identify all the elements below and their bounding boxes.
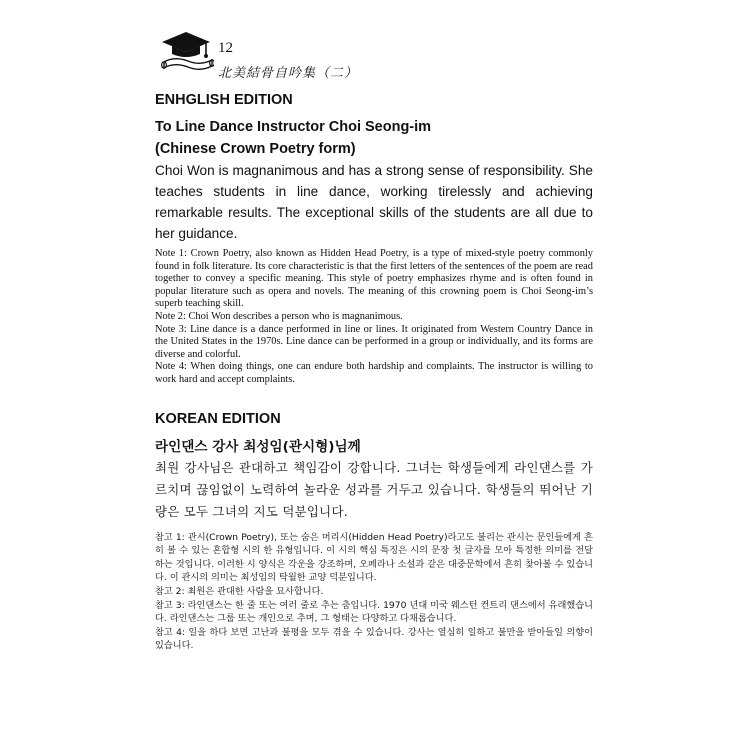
english-note-4: Note 4: When doing things, one can endure both hardship and complaints. The instructor is willing to work hard and accept complaints. bbox=[155, 361, 593, 385]
page-number: 12 bbox=[218, 40, 233, 56]
korean-note-4: 참고 4: 일을 하다 보면 고난과 불평을 모두 겪을 수 있습니다. 강사는 열심히 일하고 불만을 받아들일 의향이 있습니다. bbox=[155, 626, 593, 652]
running-title: 北美結骨自吟集（二） bbox=[218, 66, 359, 81]
page-content bbox=[155, 92, 593, 653]
english-title-line-2: (Chinese Crown Poetry form) bbox=[155, 141, 356, 157]
graduation-cap-scroll-icon bbox=[158, 28, 214, 72]
english-edition-heading: ENHGLISH EDITION bbox=[155, 92, 293, 108]
korean-note-1: 참고 1: 관시(Crown Poetry), 또는 숨은 머리시(Hidden Head Poetry)라고도 불리는 관시는 문인들에게 흔히 볼 수 있는 혼합형 시의 한 유형입니다. 이 시의 핵심 특징은 시의 문장 첫 글자를 모아 특정한 의미를 전달하는 것입니다. 이러한 시 양식은 각운을 강조하며, 오페라나 소설과 같은 대중문학에서 흔히 찾아볼 수 있습니다. 이 관시의 의미는 최성임의 탁월한 교양 덕분입니다. bbox=[155, 531, 593, 584]
english-note-2: Note 2: Choi Won describes a person who is magnanimous. bbox=[155, 310, 403, 322]
korean-note-3: 참고 3: 라인댄스는 한 줄 또는 여러 줄로 추는 춤입니다. 1970 년대 미국 웨스턴 컨트리 댄스에서 유래했습니다. 라인댄스는 그룹 또는 개인으로 추며, 그 형태는 다양하고 다채롭습니다. bbox=[155, 599, 593, 625]
english-note-1: Note 1: Crown Poetry, also known as Hidden Head Poetry, is a type of mixed-style poetry commonly found in folk literature. Its core characteristic is that the first letters of the sentences of the poem are read together to convey a specific meaning. This style of poetry emphasizes rhyme and is often found in popular literature such as opera and novels. The meaning of this crowning poem is Choi Seong-im’s superb teaching skill. bbox=[155, 248, 593, 310]
korean-note-2: 참고 2: 최원은 관대한 사람을 묘사합니다. bbox=[155, 585, 324, 597]
korean-edition-heading: KOREAN EDITION bbox=[155, 410, 281, 427]
english-note-3: Note 3: Line dance is a dance performed in line or lines. It originated from Western Country Dance in the United States in the 1970s. Line dance can be performed in a group or individually, and its forms are diverse and colorful. bbox=[155, 323, 593, 360]
english-title-line-1: To Line Dance Instructor Choi Seong-im bbox=[155, 119, 432, 135]
korean-title: 라인댄스 강사 최성임(관시형)님께 bbox=[155, 438, 361, 455]
korean-poem-body: 최원 강사님은 관대하고 책임감이 강합니다. 그녀는 학생들에게 라인댄스를 가르치며 끊임없이 노력하여 놀라운 성과를 거두고 있습니다. 학생들의 뛰어난 기량은 모두 그녀의 지도 덕분입니다. bbox=[155, 459, 593, 519]
english-poem-body: Choi Won is magnanimous and has a strong sense of responsibility. She teaches students in line dance, working tirelessly and achieving remarkable results. The exceptional skills of the students are all due to her guidance. bbox=[155, 163, 593, 241]
page-header bbox=[158, 24, 598, 84]
